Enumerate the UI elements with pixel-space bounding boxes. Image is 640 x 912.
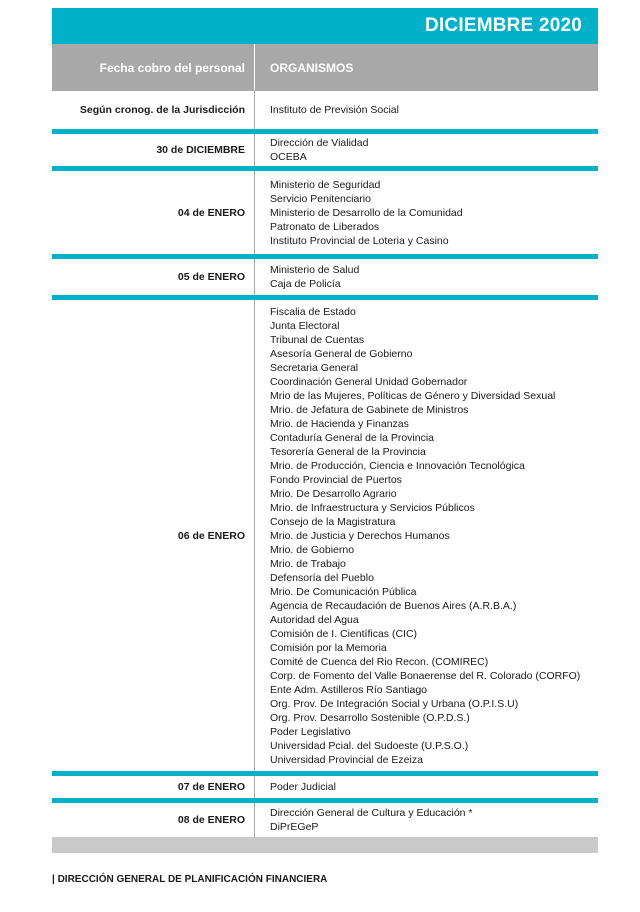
organism-item: Asesoría General de Gobierno [270, 347, 413, 360]
organism-item: Org. Prov. Desarrollo Sostenible (O.P.D.S.) [270, 711, 470, 724]
payment-schedule-table [52, 8, 598, 853]
organism-item: Mrio. de Infraestructura y Servicios Públicos [270, 501, 475, 514]
organism-item: Ente Adm. Astilleros Río Santiago [270, 683, 428, 696]
organisms-list [255, 171, 598, 254]
table-row [52, 259, 598, 295]
organism-item: Ministerio de Desarrollo de la Comunidad [270, 206, 463, 219]
organism-item: Coordinación General Unidad Gobernador [270, 375, 468, 388]
table-row [52, 91, 598, 129]
payment-date: 06 de ENERO [52, 300, 255, 771]
table-body [52, 91, 598, 837]
organism-item: Comité de Cuenca del Rio Recon. (COMIREC) [270, 655, 489, 668]
organism-item: Comisión de I. Científicas (CIC) [270, 627, 418, 640]
organism-item: Mrio. de Gobierno [270, 543, 355, 556]
organism-item: Ministerio de Seguridad [270, 178, 381, 191]
organism-item: Org. Prov. De Integración Social y Urbana (O.P.I.S.U) [270, 697, 519, 710]
organism-item: Agencia de Recaudación de Buenos Aires (A.R.B.A.) [270, 599, 517, 612]
organisms-list [255, 259, 598, 295]
organism-item: Dirección de Vialidad [270, 137, 369, 149]
organism-item: Mrio. de Trabajo [270, 557, 346, 570]
organism-item: Secretaria General [270, 361, 359, 374]
organism-item: Universidad Pcial. del Sudoeste (U.P.S.O.) [270, 739, 469, 752]
organism-item: Mrio. de Justicia y Derechos Humanos [270, 529, 450, 542]
organisms-list [255, 91, 598, 129]
payment-date: 07 de ENERO [52, 776, 255, 798]
organism-item: Comisión por la Memoria [270, 641, 387, 654]
payment-date: 05 de ENERO [52, 259, 255, 295]
table-row [52, 776, 598, 798]
header-date-column: Fecha cobro del personal [52, 44, 255, 91]
footer-department: | DIRECCIÓN GENERAL DE PLANIFICACIÓN FINANCIERA [52, 874, 328, 885]
month-title-bar [52, 8, 598, 44]
organism-item: Mrio. de Jefatura de Gabinete de Ministros [270, 403, 469, 416]
organism-item: DiPrEGeP [270, 821, 319, 833]
organism-item: Instituto Provincial de Loteria y Casino [270, 234, 449, 247]
organism-item: Servicio Penitenciario [270, 192, 371, 205]
payment-date: 04 de ENERO [52, 171, 255, 254]
table-bottom-bar [52, 837, 598, 853]
organism-item: Mrio. de Producción, Ciencia e Innovación Tecnológica [270, 459, 525, 472]
organism-item: Autoridad del Agua [270, 613, 359, 626]
organism-item: Corp. de Fomento del Valle Bonaerense del R. Colorado (CORFO) [270, 669, 581, 682]
table-row [52, 300, 598, 771]
organism-item: Caja de Policía [270, 278, 341, 290]
organism-item: Mrio. De Comunicación Pública [270, 585, 417, 598]
organism-item: Contaduría General de la Provincia [270, 431, 435, 444]
table-row [52, 803, 598, 837]
organism-item: Universidad Provincial de Ezeiza [270, 753, 423, 766]
organism-item: Mrio. de Hacienda y Finanzas [270, 417, 409, 430]
organism-item: Tesorería General de la Provincia [270, 445, 426, 458]
payment-date: Según cronog. de la Jurisdicción [52, 91, 255, 129]
organism-item: Dirección General de Cultura y Educación * [270, 807, 473, 819]
organisms-list [255, 776, 598, 798]
organism-item: Mrio de las Mujeres, Políticas de Género y Diversidad Sexual [270, 389, 556, 402]
table-header [52, 44, 598, 91]
organism-item: Tribunal de Cuentas [270, 333, 365, 346]
organism-item: Fondo Provincial de Puertos [270, 473, 402, 486]
organism-item: Poder Legislativo [270, 725, 351, 738]
header-organisms-column: ORGANISMOS [270, 60, 354, 75]
organisms-list [255, 300, 598, 771]
organism-item: OCEBA [270, 151, 307, 163]
organism-item: Ministerio de Salud [270, 264, 360, 276]
organism-item: Fiscalia de Estado [270, 305, 356, 318]
month-title: DICIEMBRE 2020 [425, 15, 582, 36]
organism-item: Poder Judicial [270, 781, 336, 793]
payment-date: 30 de DICIEMBRE [52, 134, 255, 166]
organism-item: Junta Electoral [270, 319, 340, 332]
payment-date: 08 de ENERO [52, 803, 255, 837]
table-row [52, 171, 598, 254]
organism-item: Consejo de la Magistratura [270, 515, 396, 528]
organism-item: Defensoría del Pueblo [270, 571, 374, 584]
organism-item: Patronato de Liberados [270, 220, 380, 233]
organisms-list [255, 134, 598, 166]
organism-item: Mrio. De Desarrollo Agrario [270, 487, 397, 500]
organisms-list [255, 803, 598, 837]
table-row [52, 134, 598, 166]
organism-item: Instituto de Previsión Social [270, 104, 399, 116]
